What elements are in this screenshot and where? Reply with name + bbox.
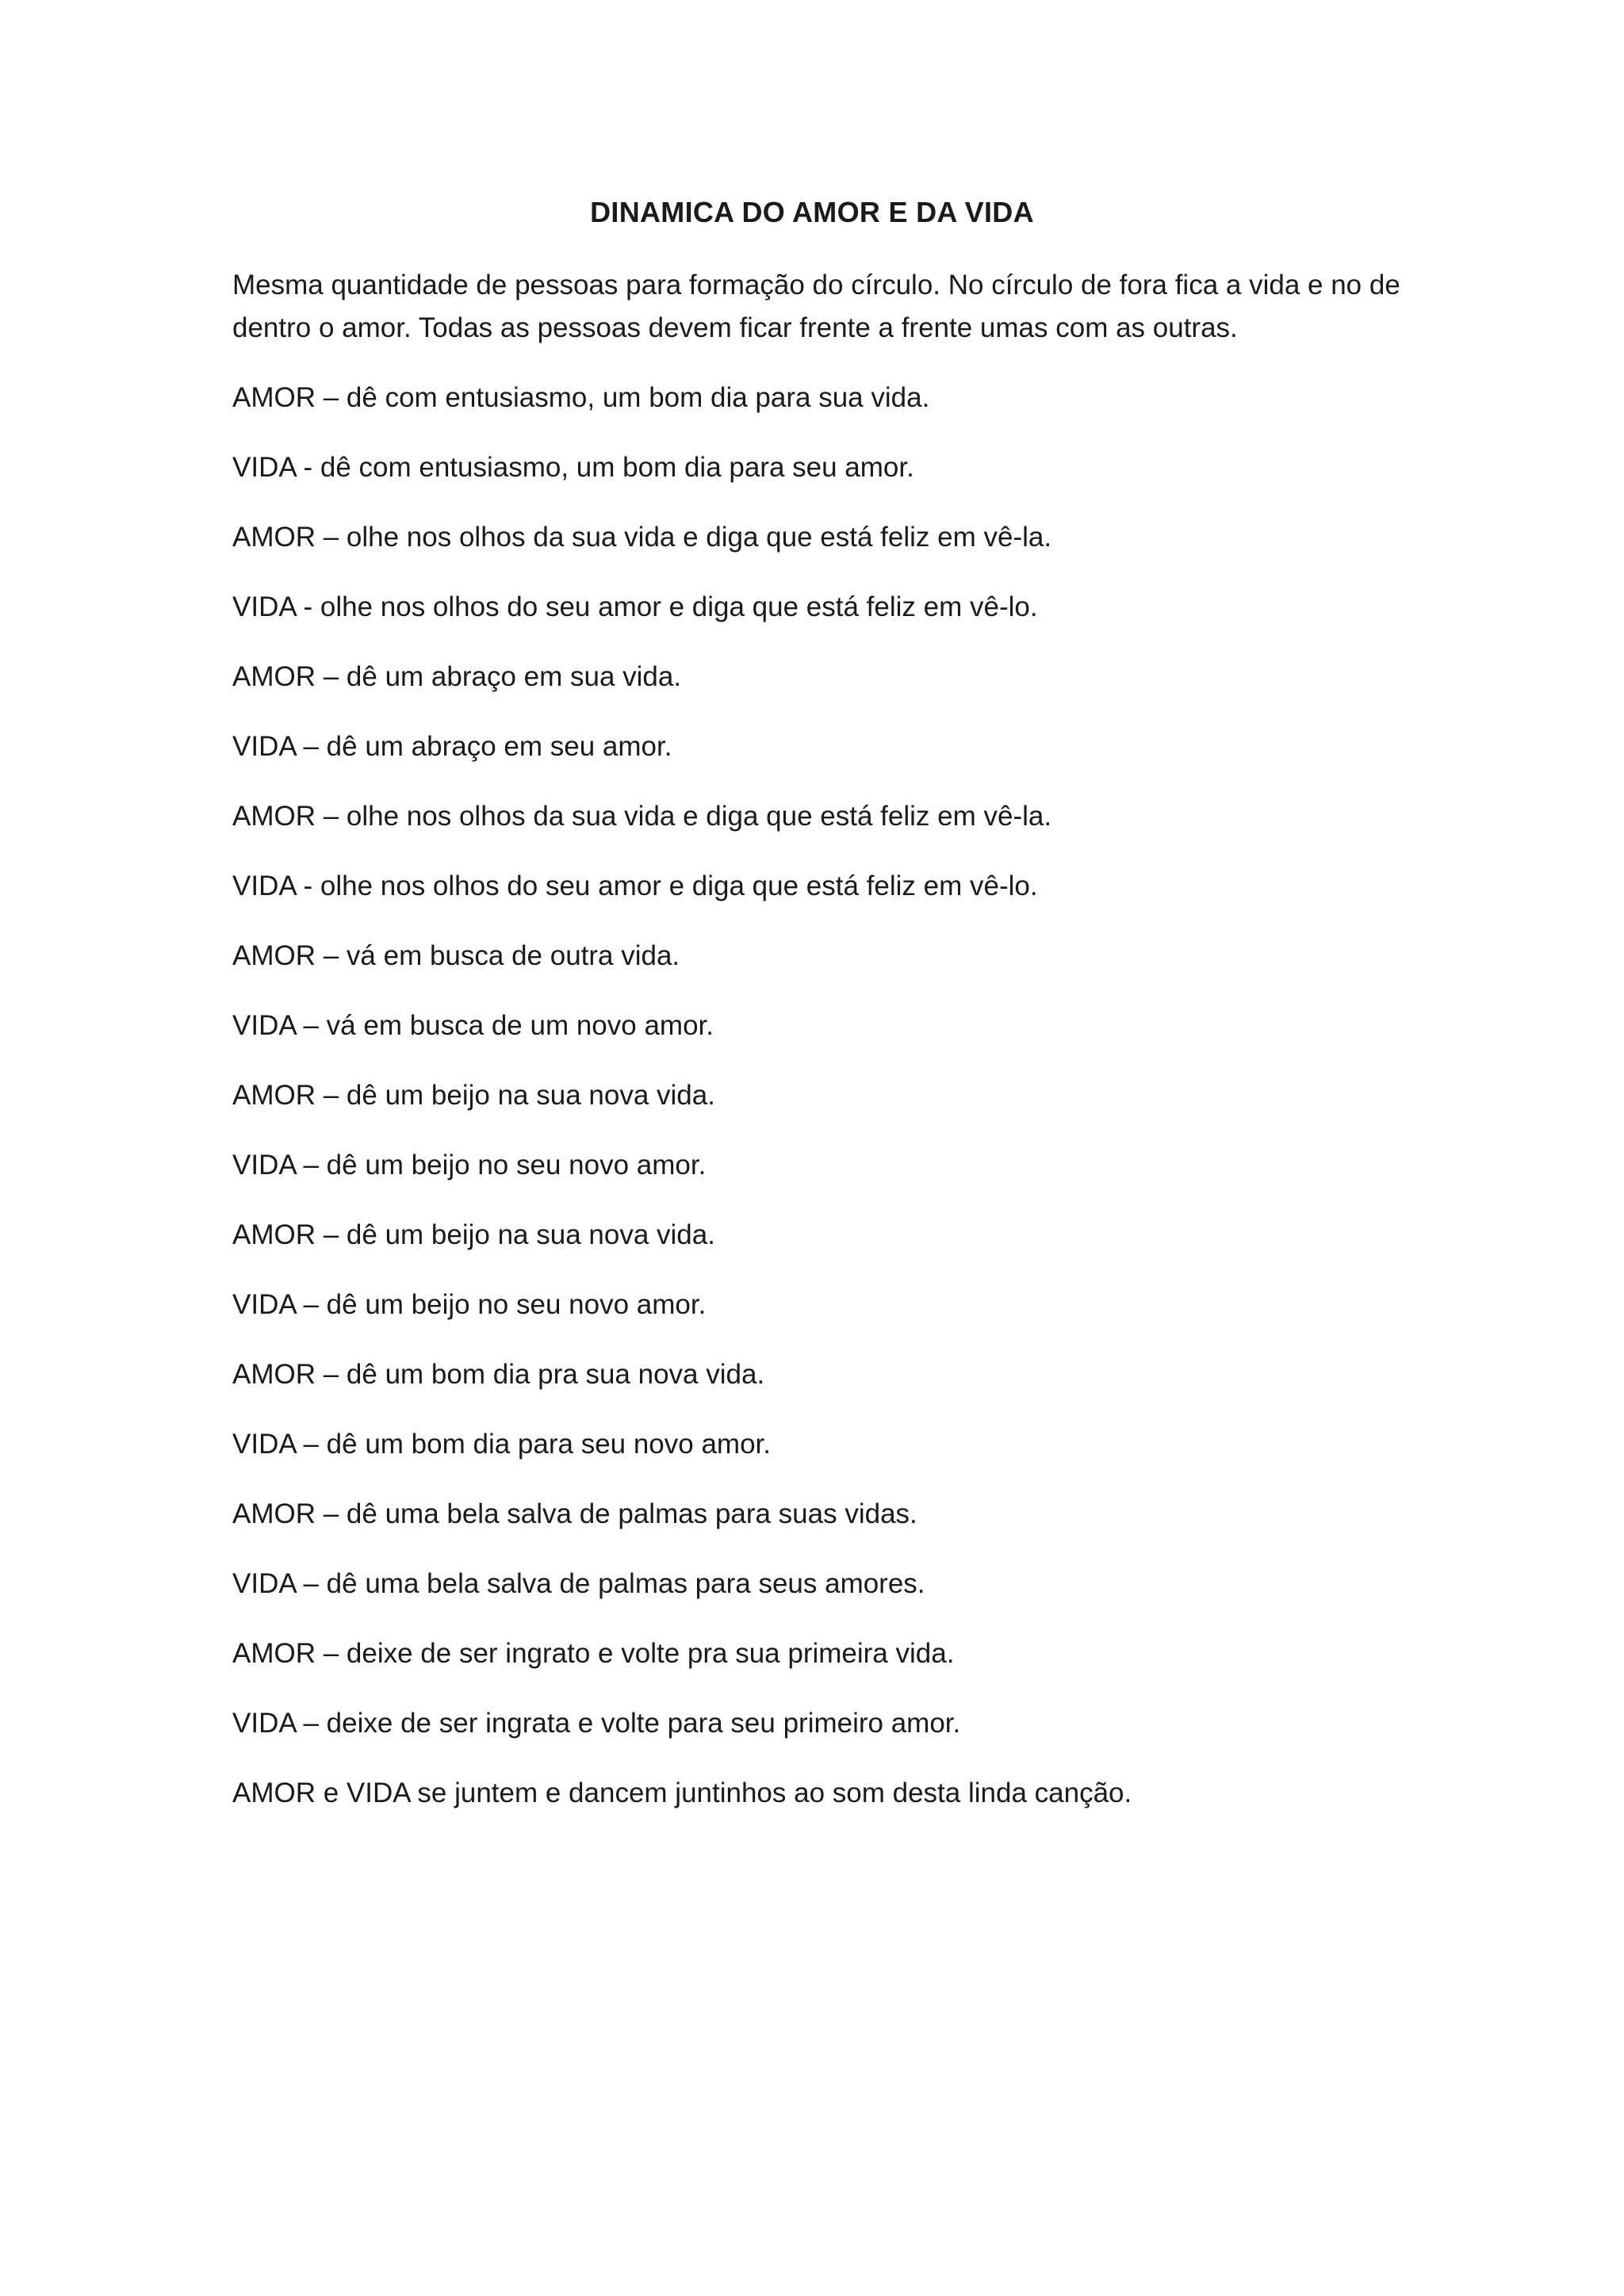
instruction-line: VIDA – dê um beijo no seu novo amor. (232, 1289, 707, 1320)
instruction-line: VIDA – dê um beijo no seu novo amor. (232, 1150, 707, 1181)
instruction-line: AMOR – vá em busca de outra vida. (232, 940, 680, 971)
instruction-line: AMOR – olhe nos olhos da sua vida e diga que está feliz em vê-la. (232, 522, 1052, 553)
instruction-line: VIDA – dê uma bela salva de palmas para seus amores. (232, 1568, 925, 1599)
instruction-line: VIDA – dê um abraço em seu amor. (232, 731, 672, 762)
instruction-line: VIDA - olhe nos olhos do seu amor e diga que está feliz em vê-lo. (232, 871, 1038, 901)
instruction-line: VIDA – vá em busca de um novo amor. (232, 1010, 714, 1041)
intro-line: Mesma quantidade de pessoas para formação do círculo. No círculo de fora fica a vida e no de (232, 270, 1400, 300)
instruction-line: AMOR – dê um beijo na sua nova vida. (232, 1080, 715, 1111)
intro-paragraph (232, 264, 1422, 350)
instruction-line: VIDA – dê um bom dia para seu novo amor. (232, 1429, 771, 1460)
instruction-line: VIDA - olhe nos olhos do seu amor e diga que está feliz em vê-lo. (232, 591, 1038, 622)
instruction-line: AMOR – olhe nos olhos da sua vida e diga que está feliz em vê-la. (232, 801, 1052, 832)
instruction-line: AMOR – dê com entusiasmo, um bom dia para sua vida. (232, 382, 930, 413)
instruction-line: AMOR – dê um bom dia pra sua nova vida. (232, 1359, 765, 1390)
instruction-line: AMOR – dê um abraço em sua vida. (232, 661, 682, 692)
instruction-line: AMOR – dê uma bela salva de palmas para suas vidas. (232, 1498, 917, 1529)
instruction-line: VIDA – deixe de ser ingrata e volte para seu primeiro amor. (232, 1708, 961, 1739)
instruction-line: AMOR – dê um beijo na sua nova vida. (232, 1219, 715, 1250)
intro-line: dentro o amor. Todas as pessoas devem ficar frente a frente umas com as outras. (232, 312, 1238, 343)
instruction-line: VIDA - dê com entusiasmo, um bom dia para seu amor. (232, 452, 914, 483)
instruction-list (232, 379, 1422, 1844)
document-title: DINAMICA DO AMOR E DA VIDA (590, 196, 1034, 228)
instruction-line: AMOR – deixe de ser ingrato e volte pra sua primeira vida. (232, 1638, 955, 1669)
instruction-line: AMOR e VIDA se juntem e dancem juntinhos ao som desta linda canção. (232, 1777, 1132, 1808)
